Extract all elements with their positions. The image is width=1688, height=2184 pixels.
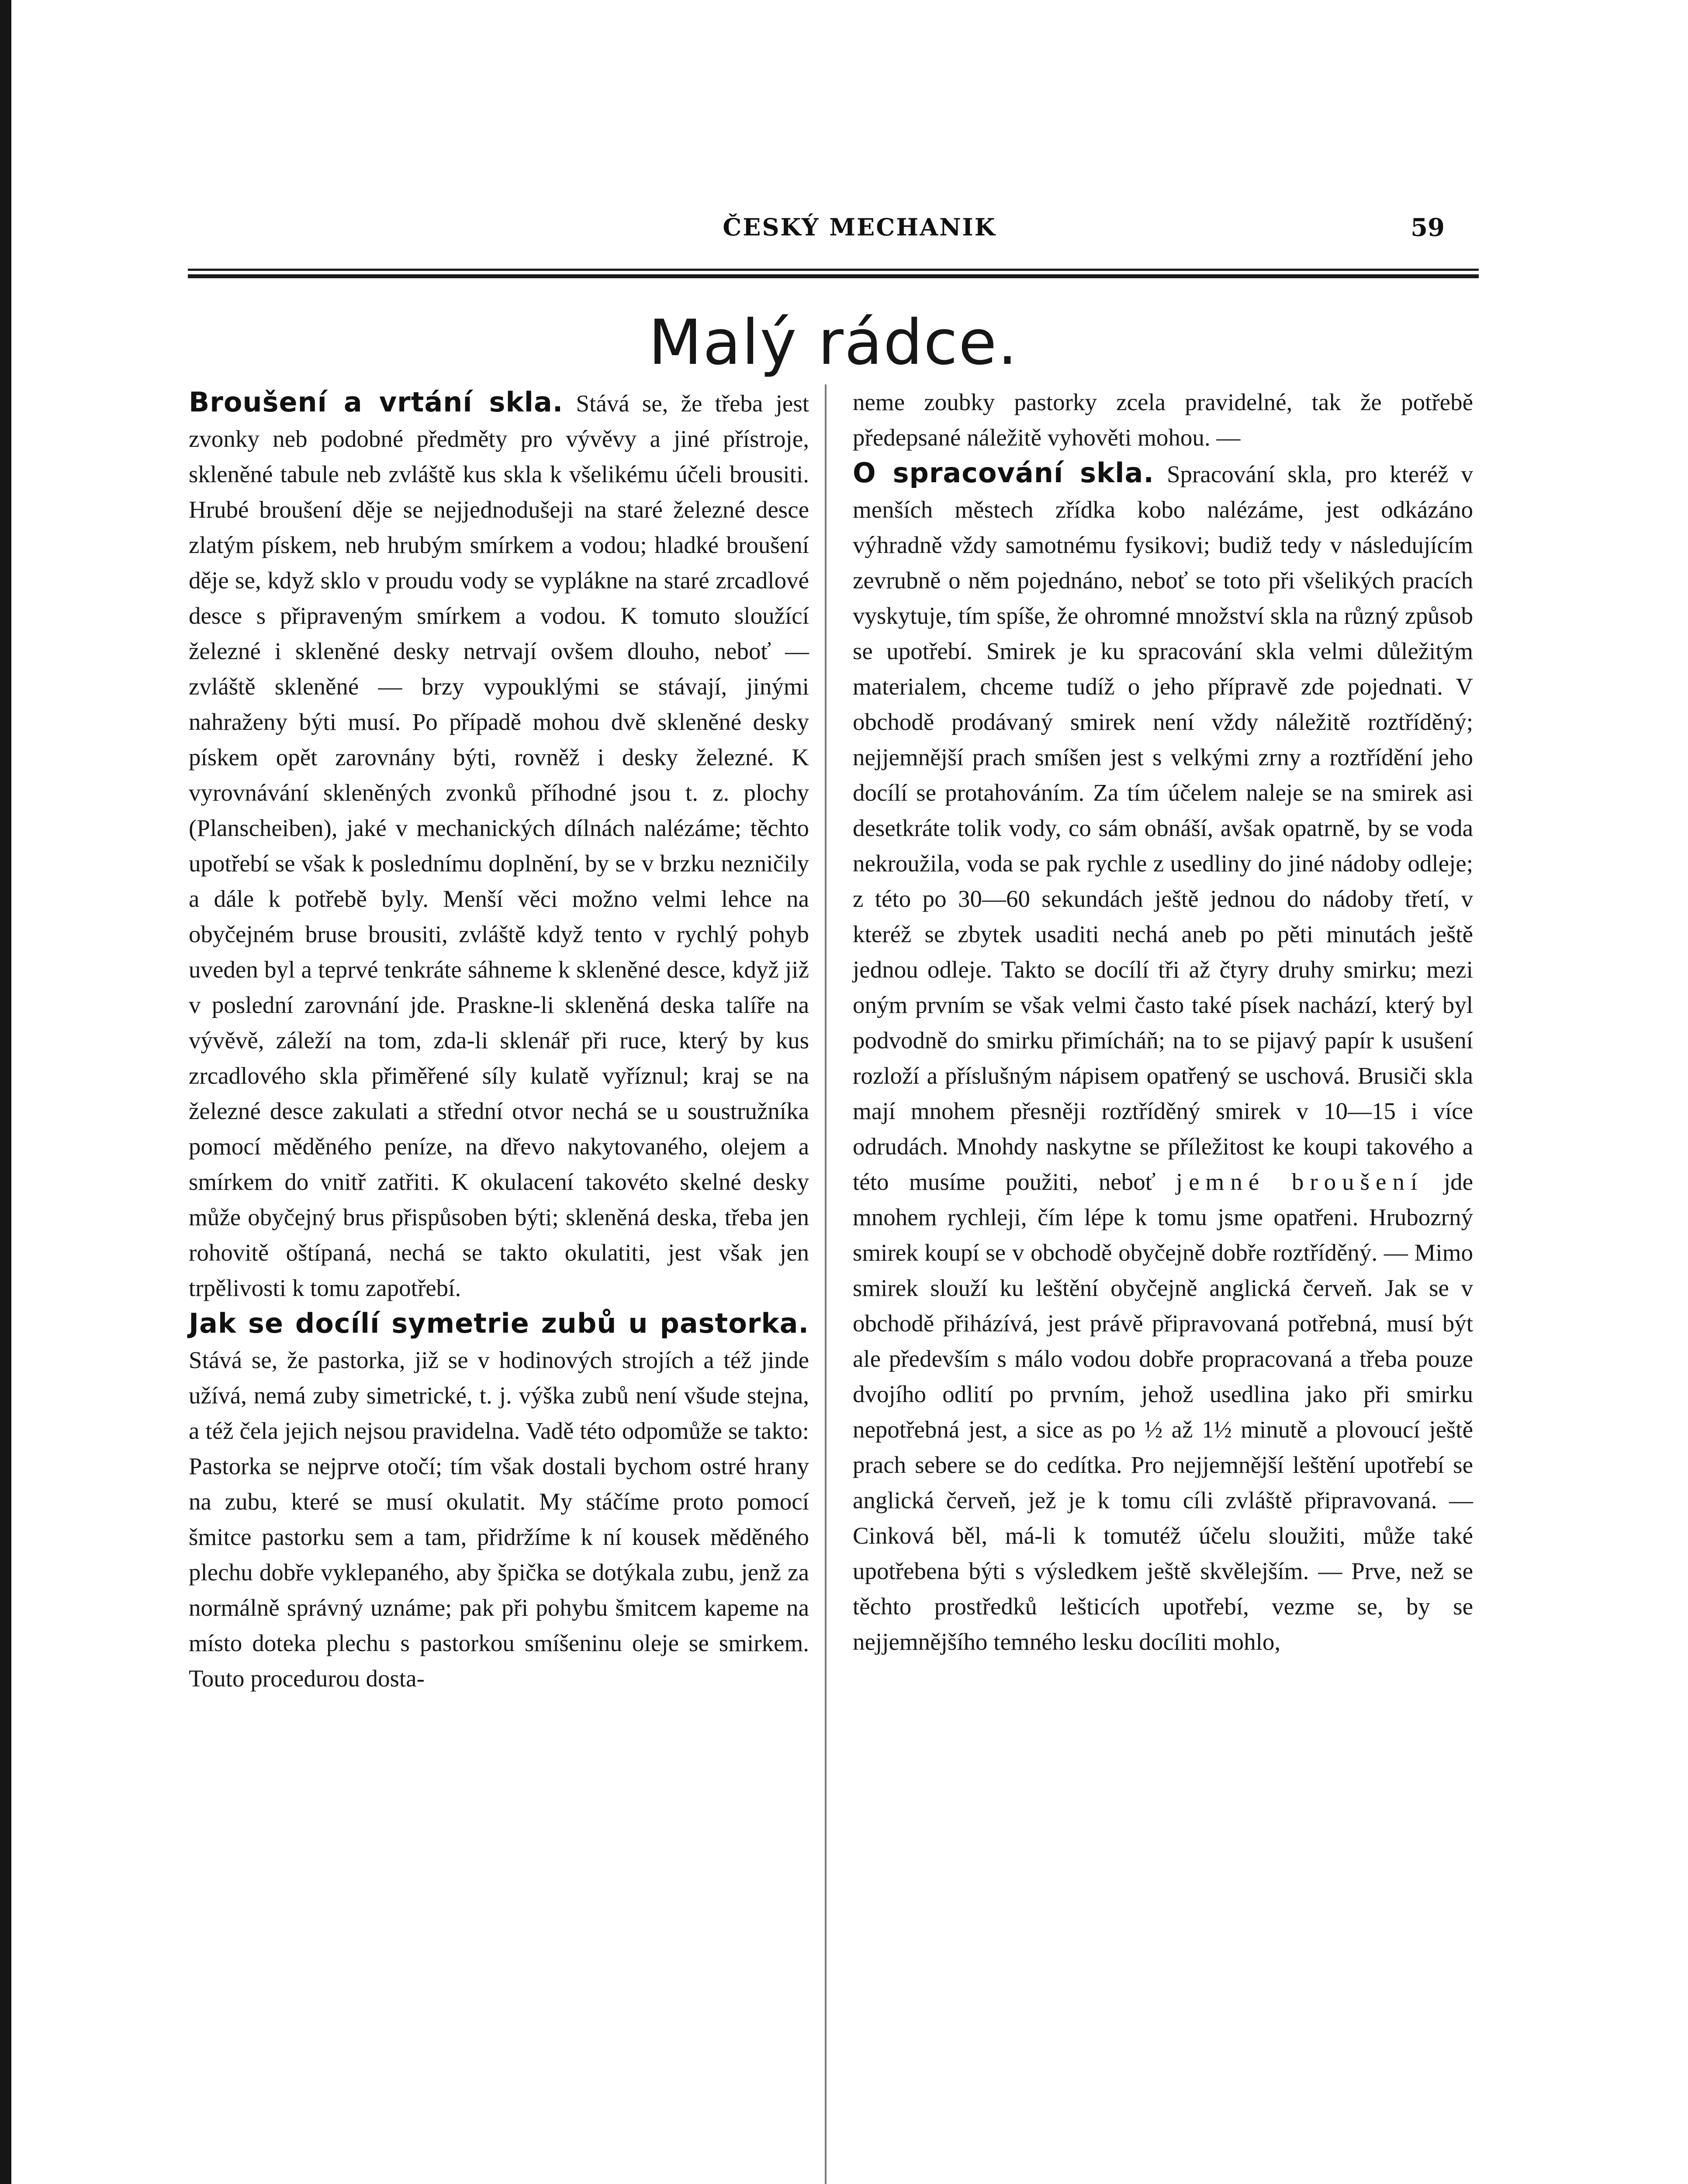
- section-body: Stává se, že třeba jest zvonky neb podobné předměty pro vývěvy a jiné přístroje, skleněné tabule neb zvláště kus skla k všelikému účeli brousiti. Hrubé broušení děje se nejjednodušeji na staré železné desce zlatým pískem, neb hrubým smírkem a vodou; hladké broušení děje se, když sklo v proudu vody se vyplákne na staré zrcadlové desce s připraveným smírkem a vodou. K tomuto sloužící železné i skleněné desky netrvají ovšem dlouho, neboť — zvláště skleněné — brzy vypouklými se stávají, jinými nahraženy býti musí. Po případě mohou dvě skleněné desky pískem opět zarovnány býti, rovněž i desky železné. K vyrovnávání skleněných zvonků příhodné jsou t. z. plochy (Planscheiben), jaké v mechanických dílnách nalézáme; těchto upotřebí se však k poslednímu doplnění, by se v brzku nezničily a dále k potřebě byly. Menší věci možno velmi lehce na obyčejném bruse brousiti, zvláště když tento v rychlý pohyb uveden byl a teprvé tenkráte sáhneme k skleněné desce, když již v poslední zarovnání jde. Praskne-li skleněná deska talíře na vývěvě, záleží na tom, zda-li sklenář při ruce, který by kus zrcadlového skla přiměřené síly kulatě vyříznul; kraj se na železné desce zakulati a střední otvor nechá se u soustružníka pomocí měděného peníze, na dřevo nakytovaného, olejem a smírkem do vnitř zatřiti. K okulacení takovéto skelné desky může obyčejný brus přispůsoben býti; skleněná deska, třeba jen rohovitě oštípaná, nechá se takto okulatiti, jest však jen trpělivosti k tomu zapotřebí.: [189, 390, 809, 1301]
- section-heading: Broušení a vrtání skla.: [189, 386, 564, 418]
- continuation-text: neme zoubky pastorky zcela pravidelné, tak že potřebě předepsané náležitě vyhověti mohou. —: [853, 389, 1473, 451]
- journal-name: ČESKÝ MECHANIK: [723, 213, 996, 241]
- emphasized-phrase: jemné broušení: [1176, 1168, 1424, 1195]
- continuation-paragraph: [853, 384, 1473, 455]
- section-spracování: [853, 455, 1473, 1659]
- header-rule-thin: [188, 269, 1479, 271]
- section-body: Stává se, že pastorka, již se v hodinových strojích a též jinde užívá, nemá zuby simetrické, t. j. výška zubů není všude stejna, a též čela jejich nejsou pravidelna. Vadě této odpomůže se takto: Pastorka se nejprve otočí; tím však dostali bychom ostré hrany na zubu, které se musí okulatit. My stáčíme proto pomocí šmitce pastorku sem a tam, přidržíme k ní kousek měděného plechu dobře vyklepaného, aby špička se dotýkala zubu, jenž za normálně správný uznáme; pak při pohybu šmitcem kapeme na místo doteka plechu s pastorkou smíšeninu oleje se smirkem. Touto procedurou dosta-: [189, 1347, 809, 1692]
- right-column: [853, 384, 1473, 1659]
- section-body: Spracování skla, pro kteréž v menších městech zřídka kobo nalézáme, jest odkázáno výhradně vždy samotnému fysikovi; budiž tedy v následujícím zevrubně o něm pojednáno, neboť se toto při všelikých pracích vyskytuje, tím spíše, že ohromné množství skla na různý způsob se upotřebí. Smirek je ku spracování skla velmi důležitým materialem, chceme tudíž o jeho přípravě zde pojednati. V obchodě prodávaný smirek není vždy náležitě roztříděný; nejjemnější prach smíšen jest s velkými zrny a roztřídění jeho docílí se protahováním. Za tím účelem naleje se na smirek asi desetkráte tolik vody, co sám obnáší, avšak opatrně, by se voda nekroužila, voda se pak rychle z usedliny do jiné nádoby odleje; z této po 30—60 sekundách ještě jednou do nádoby třetí, v kteréž se zbytek usaditi nechá aneb po pěti minutách ještě jednou odleje. Takto se docílí tři až čtyry druhy smirku; mezi oným prvním se však velmi často také písek nachází, který byl podvodně do smirku přimícháň; na to se pijavý papír k usušení rozloží a příslušným nápisem opatřený se uschová. Brusiči skla mají mnohem přesněji roztříděný smirek v 10—15 i více odrudách. Mnohdy naskytne se příležitost ke koupi takového a této musíme použiti, neboť: [853, 461, 1474, 1195]
- page-number: 59: [1411, 213, 1445, 242]
- article-title: Malý rádce.: [648, 307, 1018, 379]
- section-body-continued: jde mnohem rychleji, čím lépe k tomu jsme opatřeni. Hrubozrný smirek koupí se v obchodě obyčejně dobře roztříděný. — Mimo smirek slouží ku leštění obyčejně anglická červeň. Jak se v obchodě přiházívá, jest právě připravovaná potřebná, musí být ale především s málo vodou dobře propracovaná a třeba pouze dvojího odlití po prvním, jehož usedlina jako při smirku nepotřebná jest, a sice as po ½ až 1½ minutě a plovoucí ještě prach sebere se do cedítka. Pro nejjemnější leštění upotřebí se anglická červeň, jež je k tomu cíli zvláště připravovaná. — Cinková běl, má-li k tomutéž účelu sloužiti, může také upotřebena býti s výsledkem ještě skvělejším. — Prve, než se těchto prostředků lešticích upotřebí, vezme se, by se nejjemnějšího temného lesku docíliti mohlo,: [853, 1168, 1474, 1655]
- section-symetrie: [189, 1306, 809, 1696]
- section-broušení: [189, 384, 809, 1306]
- header-rule-thick: [188, 274, 1479, 278]
- left-column: [189, 384, 809, 1696]
- running-header: [188, 213, 1479, 252]
- section-heading: Jak se docílí symetrie zubů u pastorka.: [189, 1307, 809, 1339]
- scan-edge: [0, 0, 11, 2184]
- section-heading: O spracování skla.: [853, 457, 1154, 489]
- column-divider: [825, 384, 827, 2184]
